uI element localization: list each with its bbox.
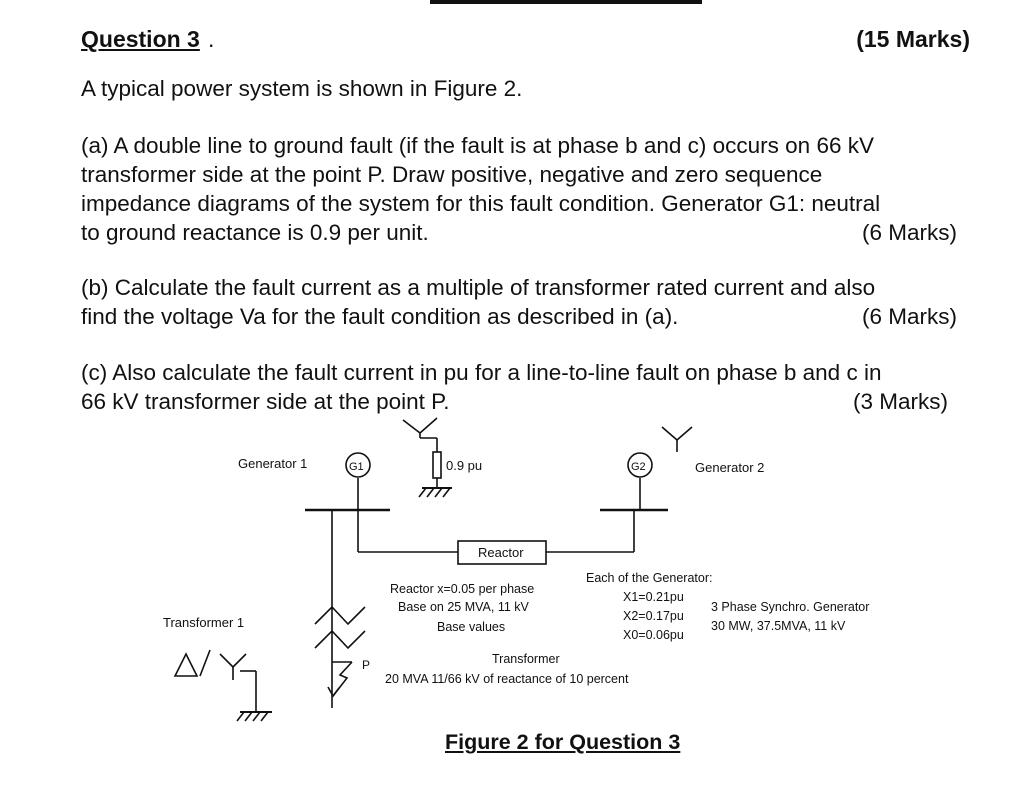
generator-1-label: Generator 1: [238, 456, 308, 471]
wye-arm-right: [233, 654, 246, 667]
reactor-note-line-1: Reactor x=0.05 per phase: [390, 582, 535, 596]
part-a-line-4: to ground reactance is 0.9 per unit.: [81, 220, 429, 245]
part-a-line-2: transformer side at the point P. Draw positive, negative and zero sequence: [81, 162, 823, 187]
transformer-winding-secondary: [315, 631, 365, 648]
part-b-marks: (6 Marks): [862, 304, 957, 329]
generator-2-label: Generator 2: [695, 460, 765, 475]
gen-param-x1: X1=0.21pu: [623, 590, 684, 604]
generator-2-symbol: [628, 453, 652, 477]
figure-caption: Figure 2 for Question 3: [445, 730, 681, 754]
generator-2-symbol-text: G2: [631, 461, 646, 473]
gen-param-x0: X0=0.06pu: [623, 628, 684, 642]
gen-params-heading: Each of the Generator:: [586, 571, 713, 585]
wye-ground-hatch-3: [253, 712, 260, 721]
question-total-marks: (15 Marks): [856, 26, 970, 52]
fault-arrow-zigzag: [333, 662, 352, 696]
gen-rating-line-2: 30 MW, 37.5MVA, 11 kV: [711, 619, 846, 633]
part-b-line-2: find the voltage Va for the fault condition as described in (a).: [81, 304, 679, 329]
question-title-suffix: .: [208, 26, 215, 52]
part-c-line-1: (c) Also calculate the fault current in pu for a line-to-line fault on phase b and c in: [81, 360, 882, 385]
reactor-box: [458, 541, 546, 564]
generator-2-y-right: [677, 427, 692, 440]
generator-1-symbol-text: G1: [349, 461, 364, 473]
part-a-line-3: impedance diagrams of the system for this fault condition. Generator G1: neutral: [81, 191, 881, 216]
gen-rating-line-1: 3 Phase Synchro. Generator: [711, 600, 870, 614]
neutral-ground-hatch-4: [443, 488, 450, 497]
part-a-marks: (6 Marks): [862, 220, 957, 245]
wye-arm-left: [220, 654, 233, 667]
question-title: Question 3: [81, 26, 200, 52]
transformer-note-line-1: Transformer: [492, 652, 560, 666]
neutral-y-arm-left: [403, 420, 420, 433]
transformer-note-line-2: 20 MVA 11/66 kV of reactance of 10 percent: [385, 672, 629, 686]
fault-arrow-head: [328, 687, 339, 696]
wye-ground-hatch-2: [245, 712, 252, 721]
intro-paragraph: A typical power system is shown in Figure 2.: [81, 76, 523, 101]
generator-2-y-left: [662, 427, 677, 440]
part-c-paragraph: [81, 358, 977, 416]
neutral-reactance-label: 0.9 pu: [446, 458, 483, 473]
part-b-line-1: (b) Calculate the fault current as a multiple of transformer rated current and also: [81, 275, 876, 300]
neutral-ground-hatch-2: [427, 488, 434, 497]
part-a-paragraph: [81, 131, 977, 247]
neutral-reactance-symbol: [433, 452, 441, 478]
neutral-ground-hatch-1: [419, 488, 426, 497]
reactor-box-label: Reactor: [478, 545, 524, 560]
fault-point-label: P: [362, 658, 371, 672]
reactor-note-line-3: Base values: [437, 620, 506, 634]
wye-ground-hatch-1: [237, 712, 244, 721]
transformer-winding-primary: [315, 607, 365, 624]
part-a-line-1: (a) A double line to ground fault (if the fault is at phase b and c) occurs on 66 kV: [81, 133, 874, 158]
delta-symbol: [175, 654, 197, 676]
delta-wye-separator: [200, 650, 210, 676]
part-c-marks: (3 Marks): [853, 389, 948, 414]
generator-1-symbol: [346, 453, 370, 477]
wye-ground-hatch-4: [261, 712, 268, 721]
gen-param-x2: X2=0.17pu: [623, 609, 684, 623]
reactor-note-line-2: Base on 25 MVA, 11 kV: [398, 600, 529, 614]
neutral-y-arm-right: [420, 418, 437, 433]
top-border-bar: [430, 0, 702, 4]
neutral-ground-hatch-3: [435, 488, 442, 497]
transformer-1-label: Transformer 1: [163, 615, 245, 630]
part-c-line-2: 66 kV transformer side at the point P.: [81, 389, 450, 414]
part-b-paragraph: [81, 273, 977, 331]
